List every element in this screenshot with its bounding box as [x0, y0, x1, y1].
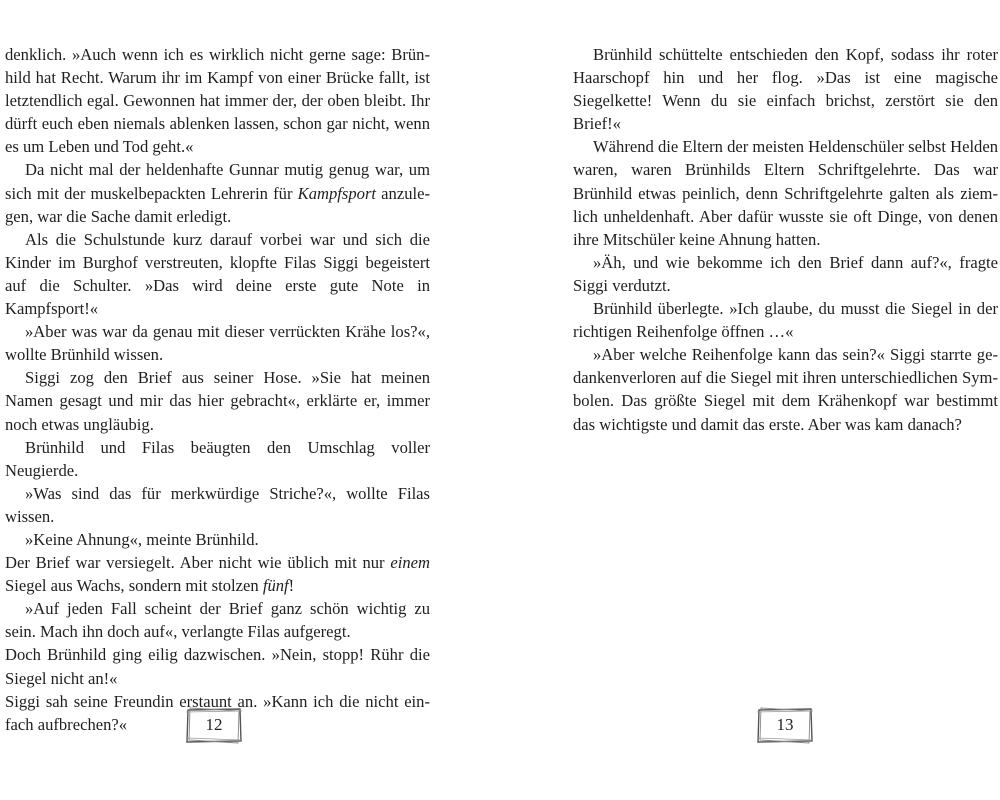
paragraph: »Aber welche Reihenfolge kann das sein?« Siggi starrte gedankenverloren auf die Siegel mit ihren unterschiedlichen Symbolen. Das größte Siegel mit dem Krähenkopf war bestimmt das wichtigste und damit das erste. Aber was kam danach? [573, 345, 998, 434]
text-run: Der Brief war versiegelt. Aber nicht wie üblich mit nur [5, 553, 391, 573]
paragraph: Siggi zog den Brief aus seiner Hose. »Sie hat meinen Namen gesagt und mir das hier gebracht«, erklärte er, immer noch etwas ungläubig. [5, 368, 430, 434]
paragraph: »Was sind das für merkwürdige Striche?«, wollte Filas wissen. [5, 483, 430, 526]
paragraph: Brünhild und Filas beäugten den Umschlag voller Neugierde. [5, 437, 430, 480]
paragraph: Siggi sah seine Freundin erstaunt an. »Kann ich die nicht einfach aufbrechen?« [5, 691, 430, 734]
paragraph: denklich. »Auch wenn ich es wirklich nicht gerne sage: Brünhild hat Recht. Warum ihr im Kampf von einer Brücke fallt, ist letztendlich egal. Gewonnen hat immer der, der oben bleibt. Ihr dürft euch eben niemals ablenken lassen, schon gar nicht, wenn es um Leben und Tod geht.« [5, 45, 430, 157]
text-run: Siegel aus Wachs, sondern mit stolzen [5, 576, 263, 596]
right-page [573, 43, 998, 436]
page-number: 13 [776, 715, 794, 734]
emphasis-text: fünf [262, 576, 289, 596]
paragraph: Brünhild überlegte. »Ich glaube, du musst die Siegel in der richtigen Reihenfolge öffnen …« [573, 299, 998, 342]
paragraph: »Äh, und wie bekomme ich den Brief dann auf?«, fragte Siggi verdutzt. [573, 252, 998, 295]
paragraph [5, 158, 430, 227]
paragraph: »Auf jeden Fall scheint der Brief ganz schön wichtig zu sein. Mach ihn doch auf«, verlangte Filas aufgeregt. [5, 599, 430, 642]
emphasis-text: einem [390, 553, 430, 573]
page-number-frame [185, 705, 243, 745]
page-number-frame [756, 705, 814, 745]
left-page [5, 43, 430, 736]
paragraph: Während die Eltern der meisten Heldenschüler selbst Helden waren, waren Brünhilds Eltern Schriftgelehrte. Das war Brünhild etwas peinlich, denn Schriftgelehrte galten als ziemlich unheldenhaft. Aber dafür wusste sie oft Dinge, von denen ihre Mitschüler keine Ahnung hatten. [573, 137, 999, 249]
paragraph: Brünhild schüttelte entschieden den Kopf, sodass ihr roter Haarschopf hin und her flog. »Das ist eine magische Siegelkette! Wenn du sie einfach brichst, zerstört sie den Brief!« [573, 45, 998, 134]
paragraph: Doch Brünhild ging eilig dazwischen. »Nein, stopp! Rühr die Siegel nicht an!« [5, 645, 430, 688]
text-run: anzulegen, war die Sache damit erledigt. [5, 183, 430, 226]
paragraph: »Aber was war da genau mit dieser verrückten Krähe los?«, wollte Brünhild wissen. [5, 322, 430, 365]
paragraph [5, 551, 430, 597]
emphasis-text: Kampfsport [297, 183, 377, 203]
page-number: 12 [205, 715, 223, 734]
text-run: Da nicht mal der heldenhafte Gunnar mutig genug war, um sich mit der muskelbepackten Lehrerin für [5, 160, 430, 203]
paragraph: Als die Schulstunde kurz darauf vorbei war und sich die Kinder im Burghof verstreuten, klopfte Filas Siggi begeistert auf die Schulter. »Das wird deine erste gute Note in Kampfsport!« [5, 229, 430, 319]
text-run: ! [288, 576, 295, 596]
paragraph: »Keine Ahnung«, meinte Brünhild. [25, 529, 259, 549]
